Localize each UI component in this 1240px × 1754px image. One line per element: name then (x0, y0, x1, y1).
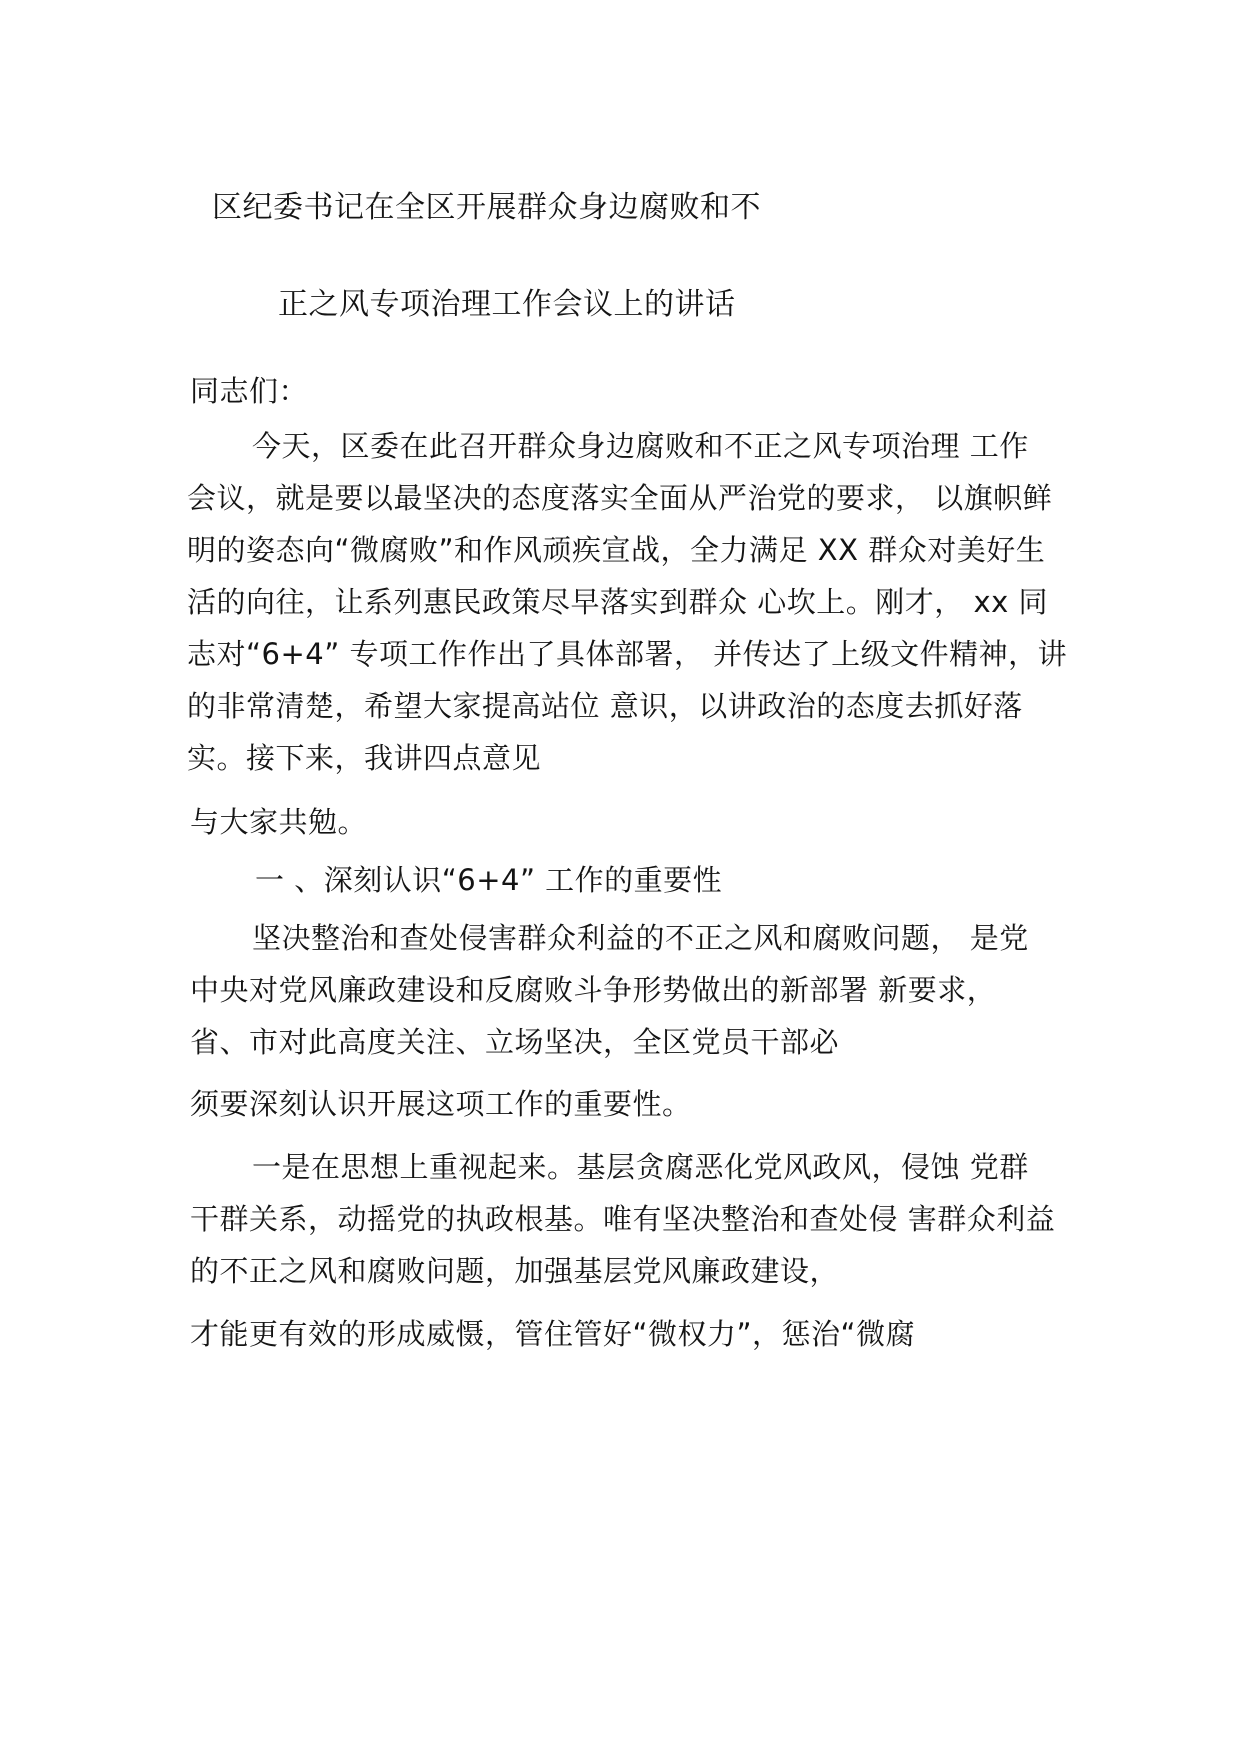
body-line: 才能更有效的形成威慑，管住管好“微权力”，惩治“微腐 (190, 1317, 916, 1351)
body-line: 一是在思想上重视起来。基层贪腐恶化党风政风，侵蚀 党群 (252, 1150, 1029, 1184)
body-line: 明的姿态向“微腐败”和作风顽疾宣战，全力满足 XX 群众对美好生 (187, 533, 1046, 567)
body-line: 与大家共勉。 (190, 805, 368, 839)
body-line: 须要深刻认识开展这项工作的重要性。 (190, 1087, 692, 1121)
body-line: 干群关系，动摇党的执政根基。唯有坚决整治和查处侵 害群众利益 (190, 1202, 1056, 1236)
body-line: 的非常清楚，希望大家提高站位 意识，以讲政治的态度去抓好落 (187, 689, 1023, 723)
section-heading: 一 、深刻认识“6+4” 工作的重要性 (255, 863, 723, 897)
salutation: 同志们： (190, 374, 309, 408)
body-line: 实。接下来，我讲四点意见 (187, 741, 542, 775)
body-line: 省、市对此高度关注、立场坚决，全区党员干部必 (190, 1025, 840, 1059)
body-line: 今天，区委在此召开群众身边腐败和不正之风专项治理 工作 (252, 429, 1029, 463)
body-line: 坚决整治和查处侵害群众利益的不正之风和腐败问题， 是党 (252, 921, 1029, 955)
body-line: 中央对党风廉政建设和反腐败斗争形势做出的新部署 新要求， (190, 973, 997, 1007)
body-line: 活的向往，让系列惠民政策尽早落实到群众 心坎上。刚才， xx 同 (187, 585, 1048, 619)
body-line: 会议，就是要以最坚决的态度落实全面从严治党的要求， 以旗帜鲜 (187, 481, 1053, 515)
body-line: 的不正之风和腐败问题，加强基层党风廉政建设， (190, 1254, 840, 1288)
body-line: 志对“6+4” 专项工作作出了具体部署， 并传达了上级文件精神，讲 (187, 637, 1068, 671)
document-title-line-2: 正之风专项治理工作会议上的讲话 (278, 287, 736, 322)
document-title-line-1: 区纪委书记在全区开展群众身边腐败和不 (212, 190, 761, 225)
